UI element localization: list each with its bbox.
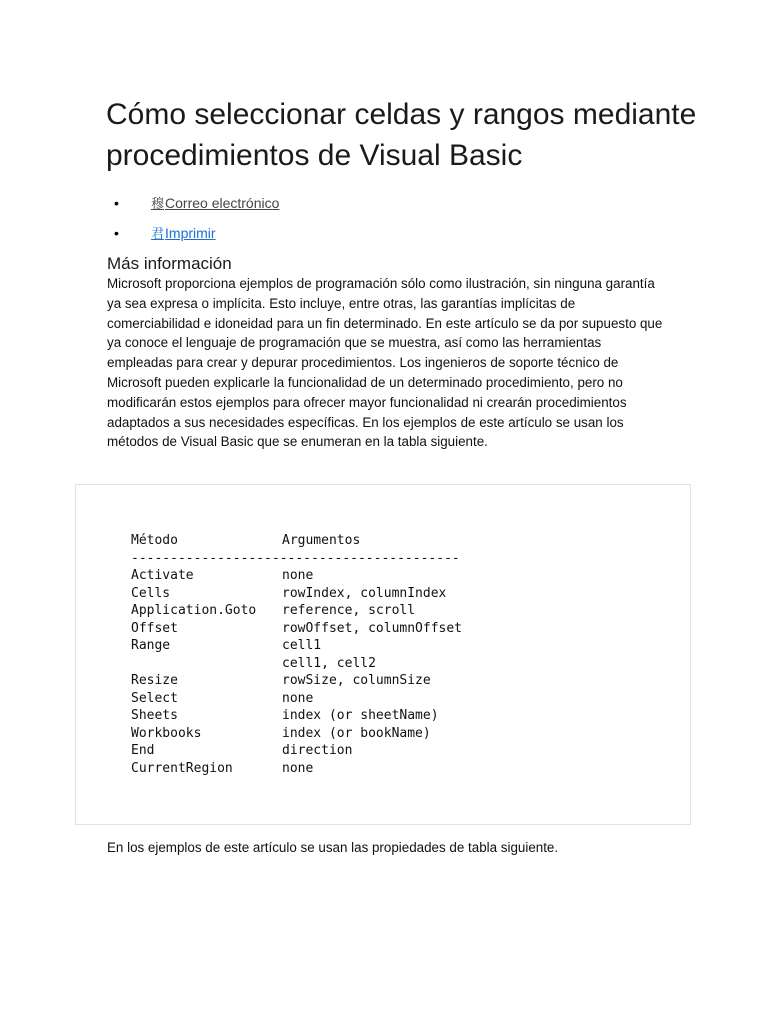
table-row [131,672,462,690]
arguments-cell: rowSize, columnSize [282,673,431,688]
outro-paragraph: En los ejemplos de este artículo se usan las propiedades de tabla siguiente. [107,840,559,855]
table-header-row [131,532,462,550]
table-row [131,742,462,760]
method-cell: Offset [131,620,178,636]
table-row [131,602,462,620]
column-header-arguments: Argumentos [282,533,361,548]
method-table [131,532,462,777]
method-cell: Workbooks [131,725,202,741]
table-row [131,725,462,743]
table-separator: ------------------------------------------ [131,550,460,566]
table-row [131,620,462,638]
email-link[interactable] [151,190,279,218]
method-cell: Range [131,638,171,653]
email-link-label: Correo electrónico [165,195,280,211]
arguments-cell: none [282,568,314,583]
method-cell: End [131,743,155,758]
method-cell: Activate [131,568,194,583]
print-link-label: Imprimir [165,225,216,241]
arguments-cell: index (or bookName) [282,725,431,741]
print-link[interactable] [151,220,216,248]
table-row [131,707,462,725]
table-row [131,637,462,655]
print-icon: 君 [151,227,165,242]
method-cell: CurrentRegion [131,760,233,776]
table-row [131,585,462,603]
method-cell: Application.Goto [131,603,257,618]
email-icon: 穆 [151,197,165,212]
method-cell: Select [131,690,178,706]
arguments-cell: direction [282,743,353,758]
table-row [131,567,462,585]
table-row [131,760,462,778]
table-row [131,690,462,708]
method-cell: Resize [131,673,178,688]
arguments-cell: cell1, cell2 [282,655,376,671]
bullet: • [114,225,119,241]
column-header-method: Método [131,533,178,548]
method-cell: Sheets [131,708,178,723]
arguments-cell: none [282,690,314,706]
section-heading: Más información [107,254,232,273]
table-row [131,655,462,673]
arguments-cell: rowIndex, columnIndex [282,585,447,601]
code-block [75,484,691,825]
bullet: • [114,195,119,211]
arguments-cell: index (or sheetName) [282,708,439,723]
method-cell: Cells [131,585,171,601]
arguments-cell: reference, scroll [282,603,416,618]
page-title: Cómo seleccionar celdas y rangos mediante procedimientos de Visual Basic [106,98,697,172]
arguments-cell: cell1 [282,638,322,653]
intro-paragraph: Microsoft proporciona ejemplos de programación sólo como ilustración, sin ninguna garantía ya sea expresa o implícita. Esto incluye, entre otras, las garantías implícitas de comerciabilidad e idoneidad para un fin determinado. En este artículo se da por supuesto que ya conoce el lenguaje de programación que se muestra, así como las herramientas empleadas para crear y depurar procedimientos. Los ingenieros de soporte técnico de Microsoft pueden explicarle la funcionalidad de un determinado procedimiento, pero no modificarán estos ejemplos para ofrecer mayor funcionalidad ni crearán procedimientos adaptados a sus necesidades específicas. En los ejemplos de este artículo se usan los métodos de Visual Basic que se enumeran en la tabla siguiente. [107,276,663,450]
arguments-cell: rowOffset, columnOffset [282,620,463,636]
arguments-cell: none [282,760,314,776]
